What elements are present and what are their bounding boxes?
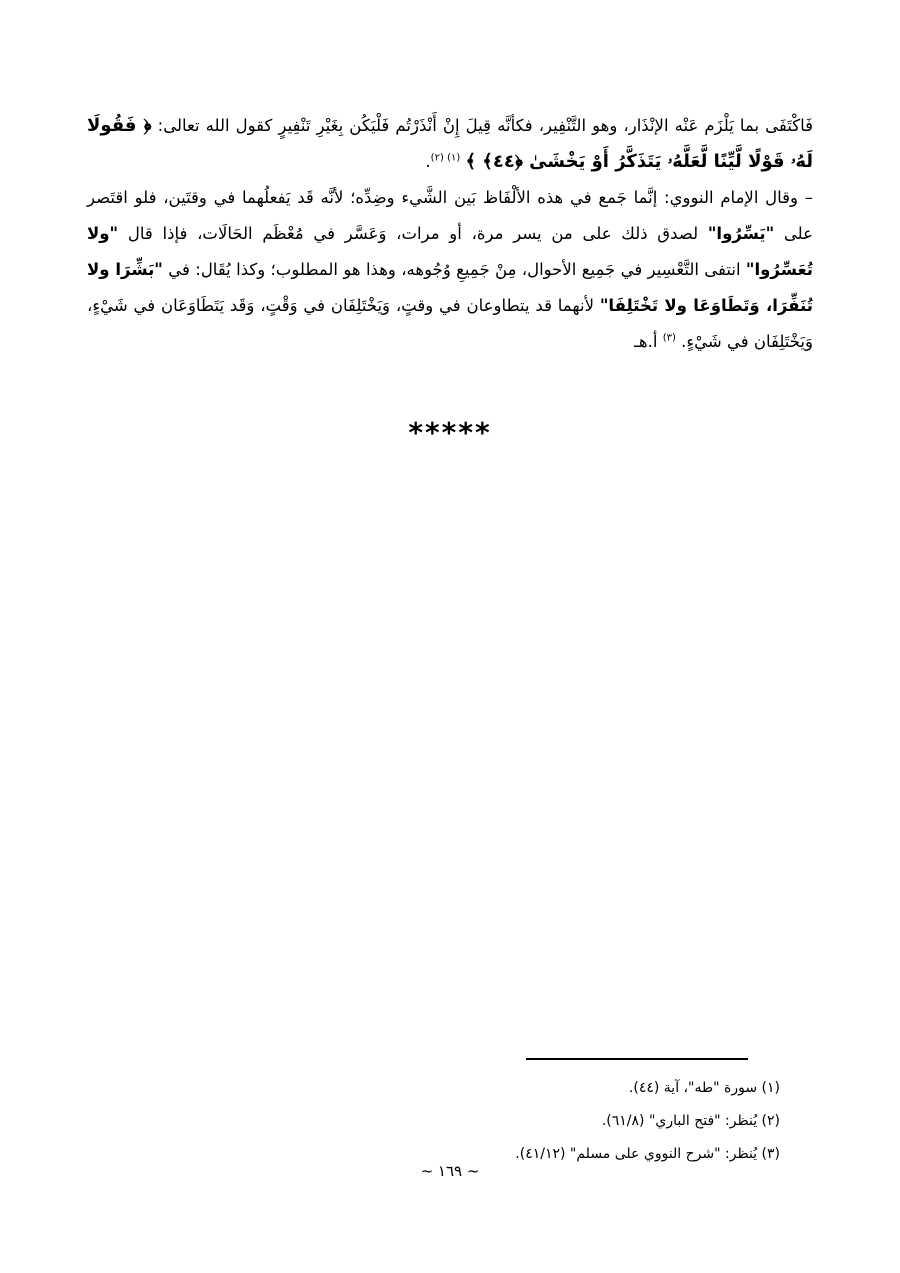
paragraph-2 bbox=[87, 180, 813, 360]
hadith-word-la-tuassiru: "ولا تُعَسِّرُوا" bbox=[87, 224, 813, 279]
paragraph-1 bbox=[87, 108, 813, 180]
paragraph-2-text-4: لأنهما قد يتطاوعان في وقتٍ، وَيَخْتَلِفَان في وَقْتٍ، وَقَد يَتَطَاوَعَان في شَيْءٍ، وَيَخْتَلِفَان في شَيْءٍ. bbox=[87, 296, 813, 351]
footnote-3: (٣) يُنظر: "شرح النووي على مسلم" (٤١/١٢). bbox=[515, 1146, 780, 1162]
footnote-2: (٢) يُنظر: "فتح الباري" (٦١/٨). bbox=[601, 1113, 780, 1129]
paragraph-2-end: أ.هـ bbox=[634, 332, 663, 351]
footnote-ref-1-2[interactable]: (١) (٢) bbox=[430, 152, 461, 164]
footnotes bbox=[220, 1072, 780, 1171]
paragraph-2-text-3: انتفى التَّعْسِير في جَمِيع الأحوال، مِنْ جَمِيعِ وُجُوهه، وهذا هو المطلوب؛ وكذا يُقَال: في bbox=[162, 260, 746, 279]
paragraph-2-text-2: لصدق ذلك على من يسر مرة، أو مرات، وَعَسَّر في مُعْظَم الحَالَات، فإذا قال bbox=[118, 224, 708, 243]
section-separator: ***** bbox=[408, 416, 492, 449]
footnote-1: (١) سورة "طه"، آية (٤٤). bbox=[628, 1080, 780, 1096]
hadith-phrase-bashshira: "بَشِّرَا ولا تُنَفِّرَا، وَتَطَاوَعَا ولا تَخْتَلِفَا" bbox=[87, 260, 813, 315]
paragraph-2-text-1: – وقال الإمام النووي: إنَّما جَمع في هذه الألْفَاظ بَين الشَّيء وضِدِّه؛ لأنَّه قَد يَفعلُهما في وقتَين، فلو اقتَصر على bbox=[87, 188, 813, 243]
footnote-ref-3[interactable]: (٣) bbox=[662, 332, 676, 344]
paragraph-1-lead: فَاكْتَفَى بما يَلْزَم عَنْه الإنْذَار، وهو التَّنْفِير، فكأنَّه قِيلَ إِنْ أَنْذَرْتُم فَلْيَكُن بِغَيْرِ تَنْفِيرٍ كقول الله تعالى: bbox=[151, 116, 813, 135]
hadith-word-yassiru: "يَسِّرُوا" bbox=[707, 224, 775, 243]
paragraph-1-tail: . bbox=[425, 152, 431, 171]
quran-verse: ﴿ فَقُولَا لَهُۥ قَوْلًا لَّيِّنًا لَّعَلَّهُۥ يَتَذَكَّرُ أَوْ يَخْشَىٰ ﴿٤٤﴾ ﴾ bbox=[87, 115, 813, 172]
page-number: ~ ١٦٩ ~ bbox=[420, 1162, 480, 1180]
footnote-divider bbox=[526, 1058, 748, 1060]
body-text bbox=[87, 108, 813, 360]
